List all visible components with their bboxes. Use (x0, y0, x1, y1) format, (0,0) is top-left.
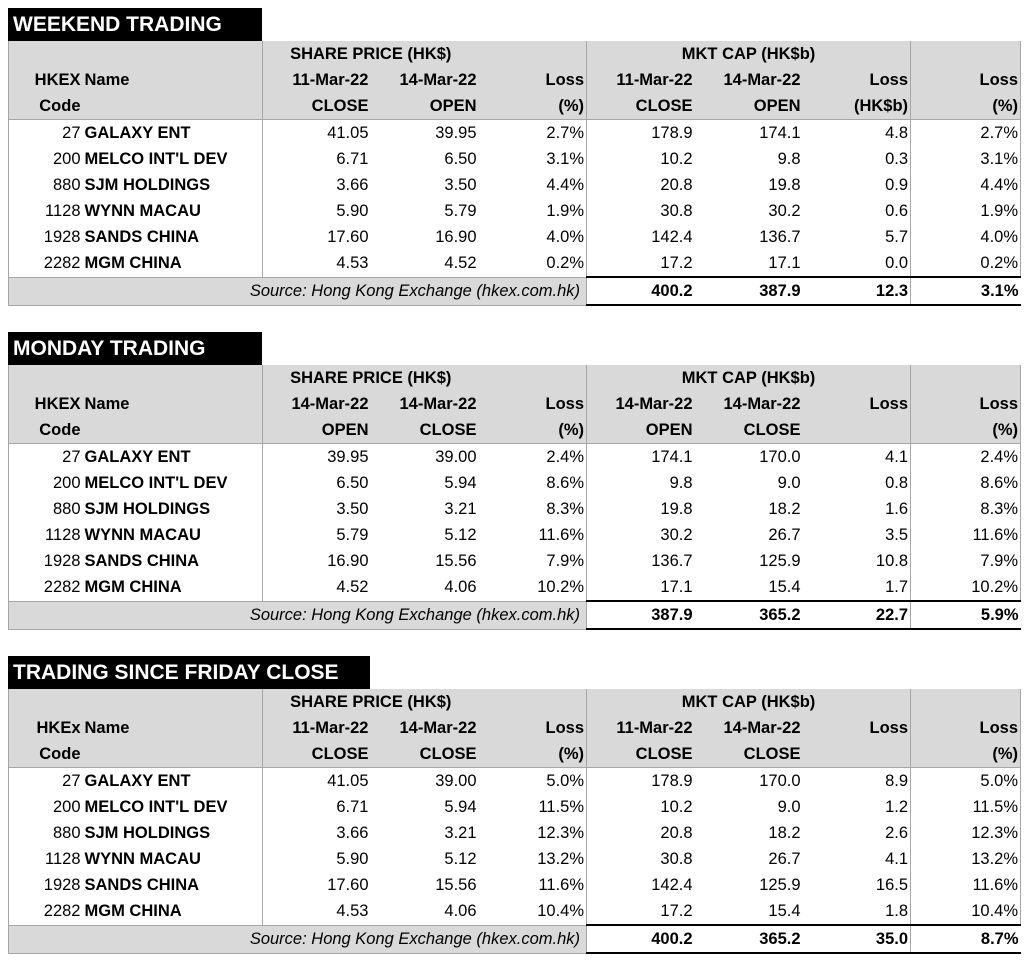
section-title: WEEKEND TRADING (8, 8, 262, 41)
mkt-cap-2: 9.0 (777, 798, 801, 816)
total-mkt-cap-loss: 22.7 (803, 601, 911, 629)
code-column-header: HKEX (9, 67, 83, 93)
stock-code: 880 (9, 820, 83, 846)
share-price-1: 4.52 (263, 574, 371, 601)
table-row (9, 574, 1021, 601)
mkt-cap-2: 9.8 (777, 150, 801, 168)
table-row (9, 120, 1021, 147)
mkt-cap-2: 18.2 (768, 824, 801, 842)
mkt-cap-1: 9.8 (669, 474, 693, 492)
share-price-2: 39.00 (371, 768, 479, 795)
mkt-cap-col1-type: CLOSE (587, 741, 695, 768)
share-price-loss: 2.4% (479, 444, 587, 471)
share-price-1: 3.66 (263, 172, 371, 198)
share-price-loss-unit: (%) (479, 741, 587, 768)
header-blank (9, 41, 263, 67)
total-mkt-cap-1: 387.9 (587, 601, 695, 629)
mkt-cap-loss-pct-header: Loss (911, 391, 1021, 417)
trading-table (8, 365, 1021, 630)
mkt-cap-1: 178.9 (587, 120, 695, 147)
share-price-col2-date: 14-Mar-22 (371, 67, 479, 93)
header-blank (911, 689, 1021, 715)
share-price-2: 6.50 (444, 150, 477, 168)
mkt-cap-loss-pct: 11.6% (911, 522, 1021, 548)
name-column-header: Name (83, 391, 263, 417)
mkt-cap-loss-pct: 10.4% (911, 898, 1021, 925)
mkt-cap-loss: 0.3 (885, 150, 909, 168)
stock-code: 2282 (9, 898, 83, 925)
mkt-cap-1: 17.1 (660, 578, 693, 596)
mkt-cap-col2-type: OPEN (695, 93, 803, 120)
trading-section (8, 332, 1020, 629)
totals-row (9, 601, 1021, 629)
mkt-cap-loss: 3.5 (885, 526, 909, 544)
header-row (9, 741, 1021, 768)
share-price-1: 41.05 (263, 120, 371, 147)
mkt-cap-loss: 0.9 (885, 176, 909, 194)
share-price-2: 16.90 (435, 228, 477, 246)
header-row (9, 365, 1021, 391)
mkt-cap-loss-pct-unit: (%) (911, 93, 1021, 120)
total-mkt-cap-1: 400.2 (587, 277, 695, 305)
mkt-cap-loss-pct: 3.1% (911, 146, 1021, 172)
table-row (9, 146, 1021, 172)
header-row (9, 41, 1021, 67)
total-mkt-cap-2: 365.2 (695, 601, 803, 629)
share-price-1: 5.79 (263, 522, 371, 548)
table-row (9, 522, 1021, 548)
mkt-cap-2: 170.0 (695, 444, 803, 471)
company-name: GALAXY ENT (83, 768, 263, 795)
mkt-cap-loss-pct: 11.5% (911, 794, 1021, 820)
share-price-loss-header: Loss (479, 391, 587, 417)
mkt-cap-loss-pct-header: Loss (911, 715, 1021, 741)
name-column-header: Name (83, 715, 263, 741)
share-price-1: 6.50 (263, 470, 371, 496)
share-price-loss: 8.6% (479, 470, 587, 496)
share-price-col1-date: 14-Mar-22 (263, 391, 371, 417)
code-column-header: HKEX (9, 391, 83, 417)
header-blank (83, 417, 263, 444)
mkt-cap-loss: 0.8 (885, 474, 909, 492)
mkt-cap-col1-type: OPEN (587, 417, 695, 444)
share-price-1: 17.60 (263, 872, 371, 898)
share-price-1: 3.66 (263, 820, 371, 846)
source-note: Source: Hong Kong Exchange (hkex.com.hk) (9, 277, 587, 305)
stock-code: 880 (9, 172, 83, 198)
share-price-1: 6.71 (263, 146, 371, 172)
header-blank (9, 689, 263, 715)
trading-table (8, 689, 1021, 954)
stock-code: 1928 (9, 872, 83, 898)
name-column-header: Name (83, 67, 263, 93)
share-price-2: 5.94 (444, 798, 477, 816)
mkt-cap-2: 18.2 (768, 500, 801, 518)
mkt-cap-loss-pct: 12.3% (911, 820, 1021, 846)
share-price-loss: 13.2% (479, 846, 587, 872)
total-mkt-cap-2: 365.2 (695, 925, 803, 953)
table-row (9, 224, 1021, 250)
mkt-cap-loss-pct: 11.6% (911, 872, 1021, 898)
stock-code: 1928 (9, 224, 83, 250)
total-mkt-cap-loss: 12.3 (803, 277, 911, 305)
stock-code: 27 (9, 444, 83, 471)
stock-code: 1128 (9, 198, 83, 224)
mkt-cap-loss: 8.9 (803, 768, 911, 795)
share-price-1: 4.53 (263, 898, 371, 925)
header-blank (911, 365, 1021, 391)
mkt-cap-header: MKT CAP (HK$b) (587, 365, 911, 391)
mkt-cap-1: 178.9 (587, 768, 695, 795)
mkt-cap-loss-pct: 10.2% (911, 574, 1021, 601)
code-column-header: HKEx (9, 715, 83, 741)
stock-code: 1928 (9, 548, 83, 574)
share-price-loss: 4.0% (479, 224, 587, 250)
company-name: MGM CHINA (84, 254, 182, 273)
stock-code: 2282 (9, 574, 83, 601)
mkt-cap-1: 17.2 (660, 254, 693, 272)
share-price-col1-date: 11-Mar-22 (263, 715, 371, 741)
mkt-cap-2: 125.9 (759, 552, 801, 570)
table-row (9, 470, 1021, 496)
header-row (9, 689, 1021, 715)
table-row (9, 548, 1021, 574)
mkt-cap-col2-date: 14-Mar-22 (695, 715, 803, 741)
stock-code: 880 (9, 496, 83, 522)
mkt-cap-loss: 1.6 (885, 500, 909, 518)
mkt-cap-col1-type: CLOSE (587, 93, 695, 120)
table-row (9, 172, 1021, 198)
share-price-2: 5.12 (444, 850, 477, 868)
share-price-1: 3.50 (263, 496, 371, 522)
mkt-cap-2: 26.7 (768, 526, 801, 544)
share-price-loss-header: Loss (479, 715, 587, 741)
company-name: SANDS CHINA (84, 552, 200, 570)
mkt-cap-col2-type: CLOSE (695, 417, 803, 444)
mkt-cap-loss: 4.1 (803, 444, 911, 471)
mkt-cap-2: 17.1 (768, 254, 801, 272)
share-price-loss: 0.2% (479, 250, 587, 277)
totals-row (9, 925, 1021, 953)
share-price-2: 15.56 (435, 552, 477, 570)
stock-code: 1128 (9, 846, 83, 872)
mkt-cap-loss-header: Loss (803, 391, 911, 417)
share-price-1: 16.90 (263, 548, 371, 574)
table-row (9, 250, 1021, 277)
share-price-2: 4.06 (444, 902, 477, 921)
table-row (9, 898, 1021, 925)
share-price-1: 17.60 (263, 224, 371, 250)
mkt-cap-loss-header: Loss (803, 715, 911, 741)
share-price-loss: 2.7% (479, 120, 587, 147)
mkt-cap-1: 20.8 (660, 176, 693, 194)
company-name: WYNN MACAU (84, 850, 201, 868)
share-price-1: 5.90 (263, 846, 371, 872)
table-row (9, 846, 1021, 872)
mkt-cap-loss: 10.8 (875, 552, 909, 570)
mkt-cap-loss-pct: 2.7% (911, 120, 1021, 147)
mkt-cap-loss-pct: 4.0% (911, 224, 1021, 250)
table-row (9, 768, 1021, 795)
stock-code: 200 (9, 146, 83, 172)
mkt-cap-1: 142.4 (651, 228, 693, 246)
mkt-cap-1: 10.2 (660, 150, 693, 168)
share-price-header: SHARE PRICE (HK$) (263, 41, 479, 67)
mkt-cap-1: 20.8 (660, 824, 693, 842)
company-name: WYNN MACAU (84, 526, 201, 544)
share-price-col1-type: CLOSE (263, 93, 371, 120)
mkt-cap-1: 142.4 (651, 876, 693, 894)
mkt-cap-loss-pct: 8.6% (911, 470, 1021, 496)
share-price-col1-date: 11-Mar-22 (263, 67, 371, 93)
mkt-cap-col1-date: 11-Mar-22 (587, 67, 695, 93)
header-row (9, 67, 1021, 93)
totals-row (9, 277, 1021, 305)
share-price-2: 5.12 (444, 526, 477, 544)
mkt-cap-1: 30.8 (660, 850, 693, 868)
trading-section (8, 656, 1020, 953)
mkt-cap-1: 10.2 (660, 798, 693, 816)
mkt-cap-loss-pct: 2.4% (911, 444, 1021, 471)
company-name: SJM HOLDINGS (84, 176, 211, 194)
company-name: MGM CHINA (84, 902, 182, 921)
share-price-loss: 12.3% (479, 820, 587, 846)
share-price-loss: 7.9% (479, 548, 587, 574)
stock-code: 2282 (9, 250, 83, 277)
mkt-cap-loss: 16.5 (875, 876, 909, 894)
company-name: WYNN MACAU (84, 202, 201, 220)
mkt-cap-1: 17.2 (660, 902, 693, 920)
mkt-cap-2: 9.0 (777, 474, 801, 492)
mkt-cap-header: MKT CAP (HK$b) (587, 41, 911, 67)
share-price-col2-date: 14-Mar-22 (371, 391, 479, 417)
share-price-loss: 3.1% (479, 146, 587, 172)
mkt-cap-2: 30.2 (768, 202, 801, 220)
mkt-cap-loss-pct-header: Loss (911, 67, 1021, 93)
header-row (9, 391, 1021, 417)
stock-code: 200 (9, 470, 83, 496)
share-price-header: SHARE PRICE (HK$) (263, 689, 479, 715)
mkt-cap-loss: 5.7 (885, 228, 909, 246)
mkt-cap-loss-pct: 0.2% (911, 250, 1021, 277)
source-note: Source: Hong Kong Exchange (hkex.com.hk) (9, 925, 587, 953)
mkt-cap-loss: 4.1 (885, 850, 909, 868)
share-price-loss: 5.0% (479, 768, 587, 795)
share-price-col2-date: 14-Mar-22 (371, 715, 479, 741)
mkt-cap-col1-date: 14-Mar-22 (587, 391, 695, 417)
trading-table (8, 41, 1021, 306)
share-price-loss: 11.6% (479, 522, 587, 548)
share-price-loss: 11.6% (479, 872, 587, 898)
mkt-cap-col1-date: 11-Mar-22 (587, 715, 695, 741)
mkt-cap-loss: 1.2 (885, 798, 909, 816)
stock-code: 200 (9, 794, 83, 820)
header-row (9, 93, 1021, 120)
share-price-header: SHARE PRICE (HK$) (263, 365, 479, 391)
share-price-loss: 10.2% (479, 574, 587, 601)
share-price-2: 5.94 (444, 474, 477, 492)
share-price-2: 3.50 (444, 176, 477, 194)
share-price-loss: 11.5% (479, 794, 587, 820)
header-blank (9, 365, 263, 391)
share-price-col2-type: OPEN (371, 93, 479, 120)
mkt-cap-loss: 4.8 (803, 120, 911, 147)
stock-code: 27 (9, 120, 83, 147)
share-price-2: 39.95 (371, 120, 479, 147)
company-name: SJM HOLDINGS (84, 824, 211, 842)
company-name: MELCO INT'L DEV (84, 474, 228, 492)
mkt-cap-loss: 0.6 (885, 202, 909, 220)
table-row (9, 820, 1021, 846)
mkt-cap-loss-unit: (HK$b) (803, 93, 911, 120)
company-name: MELCO INT'L DEV (84, 150, 228, 168)
share-price-loss: 1.9% (479, 198, 587, 224)
mkt-cap-1: 19.8 (660, 500, 693, 518)
share-price-1: 41.05 (263, 768, 371, 795)
mkt-cap-loss: 0.0 (885, 254, 909, 272)
company-name: GALAXY ENT (83, 120, 263, 147)
mkt-cap-2: 170.0 (695, 768, 803, 795)
mkt-cap-loss-pct: 1.9% (911, 198, 1021, 224)
code-column-header: Code (9, 417, 83, 444)
share-price-1: 4.53 (263, 250, 371, 277)
header-blank (479, 365, 587, 391)
mkt-cap-2: 26.7 (768, 850, 801, 868)
mkt-cap-loss: 2.6 (885, 824, 909, 842)
source-note: Source: Hong Kong Exchange (hkex.com.hk) (9, 601, 587, 629)
share-price-2: 3.21 (444, 500, 477, 518)
header-row (9, 417, 1021, 444)
header-blank (479, 689, 587, 715)
share-price-col1-type: OPEN (263, 417, 371, 444)
company-name: SANDS CHINA (84, 228, 200, 246)
total-mkt-cap-loss: 35.0 (803, 925, 911, 953)
mkt-cap-2: 174.1 (695, 120, 803, 147)
share-price-loss-unit: (%) (479, 93, 587, 120)
table-row (9, 794, 1021, 820)
mkt-cap-loss-pct: 13.2% (911, 846, 1021, 872)
code-column-header: Code (9, 93, 83, 120)
share-price-col1-type: CLOSE (263, 741, 371, 768)
mkt-cap-loss-unit (803, 741, 911, 768)
share-price-loss: 4.4% (479, 172, 587, 198)
trading-section (8, 8, 1020, 305)
mkt-cap-1: 136.7 (651, 552, 693, 570)
total-mkt-cap-1: 400.2 (587, 925, 695, 953)
mkt-cap-loss-pct: 5.0% (911, 768, 1021, 795)
section-title: MONDAY TRADING (8, 332, 262, 365)
mkt-cap-2: 19.8 (768, 176, 801, 194)
share-price-1: 39.95 (263, 444, 371, 471)
mkt-cap-loss: 1.8 (885, 902, 909, 920)
total-mkt-cap-loss-pct: 8.7% (911, 925, 1021, 953)
company-name: SANDS CHINA (84, 876, 200, 894)
mkt-cap-2: 136.7 (759, 228, 801, 246)
share-price-1: 5.90 (263, 198, 371, 224)
total-mkt-cap-loss-pct: 3.1% (911, 277, 1021, 305)
mkt-cap-2: 15.4 (768, 578, 801, 596)
share-price-2: 3.21 (444, 824, 477, 842)
mkt-cap-loss-pct: 7.9% (911, 548, 1021, 574)
stock-code: 1128 (9, 522, 83, 548)
share-price-loss: 10.4% (479, 898, 587, 925)
table-row (9, 496, 1021, 522)
mkt-cap-1: 30.8 (660, 202, 693, 220)
code-column-header: Code (9, 741, 83, 768)
share-price-2: 39.00 (371, 444, 479, 471)
mkt-cap-col2-date: 14-Mar-22 (695, 391, 803, 417)
company-name: MGM CHINA (84, 578, 182, 597)
share-price-col2-type: CLOSE (371, 741, 479, 768)
mkt-cap-col2-date: 14-Mar-22 (695, 67, 803, 93)
share-price-loss-header: Loss (479, 67, 587, 93)
header-blank (83, 741, 263, 768)
share-price-col2-type: CLOSE (371, 417, 479, 444)
mkt-cap-col2-type: CLOSE (695, 741, 803, 768)
table-row (9, 198, 1021, 224)
mkt-cap-header: MKT CAP (HK$b) (587, 689, 911, 715)
mkt-cap-loss-pct: 8.3% (911, 496, 1021, 522)
mkt-cap-loss-unit (803, 417, 911, 444)
header-blank (479, 41, 587, 67)
mkt-cap-2: 15.4 (768, 902, 801, 920)
share-price-2: 4.06 (444, 578, 477, 597)
total-mkt-cap-2: 387.9 (695, 277, 803, 305)
company-name: SJM HOLDINGS (84, 500, 211, 518)
table-row (9, 444, 1021, 471)
mkt-cap-1: 174.1 (587, 444, 695, 471)
share-price-2: 5.79 (444, 202, 477, 220)
header-blank (83, 93, 263, 120)
share-price-1: 6.71 (263, 794, 371, 820)
total-mkt-cap-loss-pct: 5.9% (911, 601, 1021, 629)
table-row (9, 872, 1021, 898)
share-price-2: 15.56 (435, 876, 477, 894)
mkt-cap-1: 30.2 (660, 526, 693, 544)
mkt-cap-loss-header: Loss (803, 67, 911, 93)
company-name: MELCO INT'L DEV (84, 798, 228, 816)
share-price-2: 4.52 (444, 254, 477, 273)
mkt-cap-2: 125.9 (759, 876, 801, 894)
stock-code: 27 (9, 768, 83, 795)
mkt-cap-loss-pct-unit: (%) (911, 741, 1021, 768)
header-row (9, 715, 1021, 741)
mkt-cap-loss-pct: 4.4% (911, 172, 1021, 198)
share-price-loss-unit: (%) (479, 417, 587, 444)
mkt-cap-loss: 1.7 (885, 578, 909, 596)
share-price-loss: 8.3% (479, 496, 587, 522)
company-name: GALAXY ENT (83, 444, 263, 471)
header-blank (911, 41, 1021, 67)
mkt-cap-loss-pct-unit: (%) (911, 417, 1021, 444)
section-title: TRADING SINCE FRIDAY CLOSE (8, 656, 370, 689)
